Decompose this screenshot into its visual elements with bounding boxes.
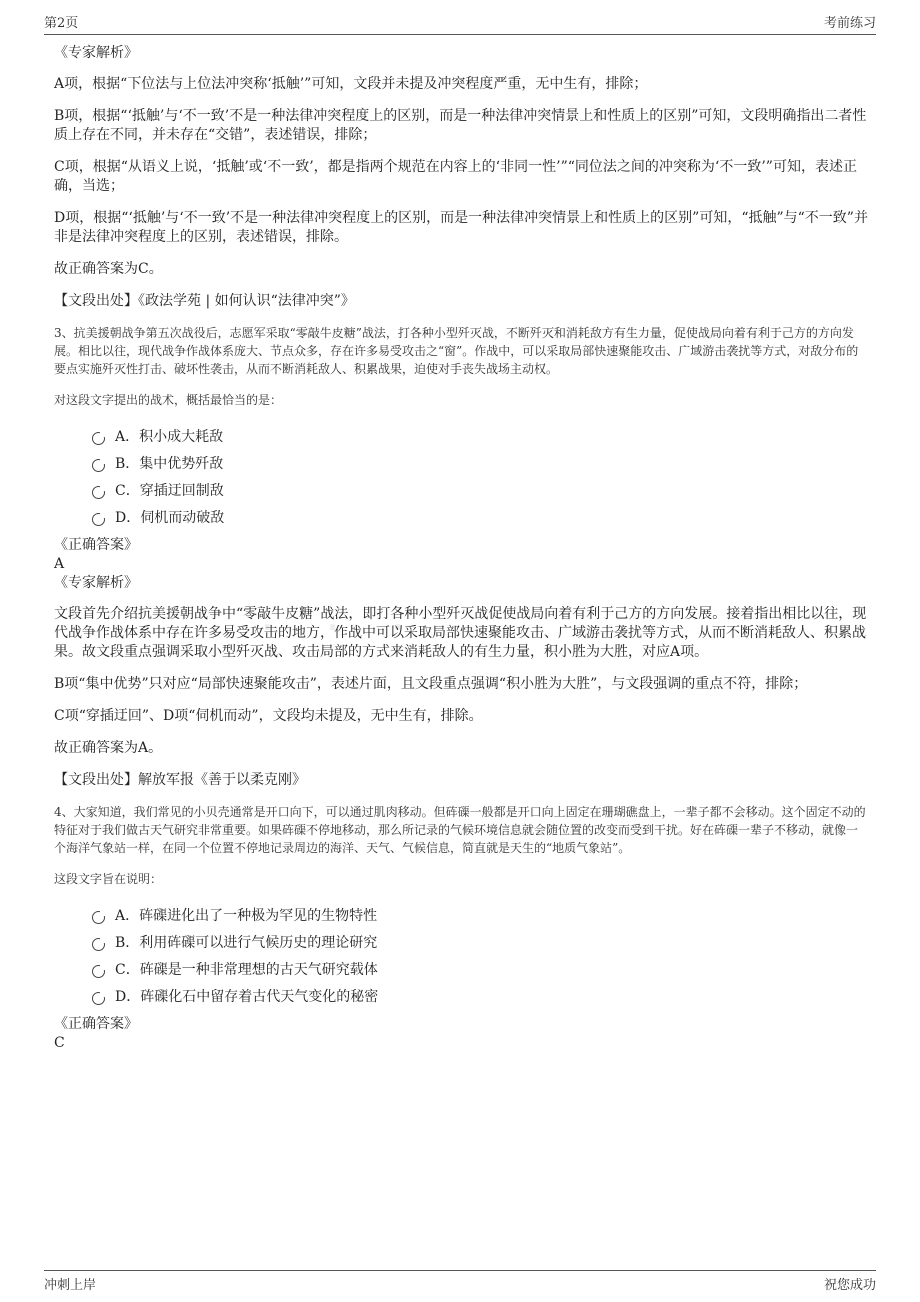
analysis-paragraph: B项，根据“‘抵触’与‘不一致’不是一种法律冲突程度上的区别，而是一种法律冲突情景上和性质上的区别”可知，文段明确指出二者性质上存在不同，并未存在“交错”，表述错误，排除； <box>54 108 867 143</box>
radio-icon[interactable] <box>92 965 105 978</box>
options-list <box>54 422 869 530</box>
answer-value: A <box>54 556 65 572</box>
answer-value: C <box>54 1035 65 1051</box>
page-footer <box>44 1270 876 1293</box>
question-prompt: 这段文字旨在说明： <box>54 872 163 886</box>
radio-icon[interactable] <box>92 513 105 526</box>
watermark: · · · <box>260 600 424 654</box>
analysis-paragraph: B项“集中优势”只对应“局部快速聚能攻击”，表述片面，且文段重点强调“积小胜为大胜”，与文段强调的重点不符，排除； <box>54 676 808 692</box>
answer-label: 《正确答案》 <box>54 1016 138 1032</box>
radio-icon[interactable] <box>92 992 105 1005</box>
option-c[interactable]: C．穿插迂回制敌 <box>92 476 869 503</box>
page-header <box>44 12 876 35</box>
radio-icon[interactable] <box>92 486 105 499</box>
analysis-label: 《专家解析》 <box>54 575 138 591</box>
radio-icon[interactable] <box>92 432 105 445</box>
options-list <box>54 901 869 1009</box>
document-body <box>54 44 869 1053</box>
analysis-label: 《专家解析》 <box>54 45 138 61</box>
option-d[interactable]: D．伺机而动破敌 <box>92 503 869 530</box>
footer-left: 冲刺上岸 <box>44 1278 97 1293</box>
question-prompt: 对这段文字提出的战术，概括最恰当的是： <box>54 393 283 407</box>
page-number: 第2页 <box>44 16 79 31</box>
answer-label: 《正确答案》 <box>54 537 138 553</box>
option-b[interactable]: B．集中优势歼敌 <box>92 449 869 476</box>
radio-icon[interactable] <box>92 459 105 472</box>
source-line: 【文段出处】《政法学苑 | 如何认识“法律冲突”》 <box>54 293 355 309</box>
option-c[interactable]: C．砗磲是一种非常理想的古天气研究载体 <box>92 955 869 982</box>
option-b[interactable]: B．利用砗磲可以进行气候历史的理论研究 <box>92 928 869 955</box>
radio-icon[interactable] <box>92 911 105 924</box>
analysis-paragraph: 文段首先介绍抗美援朝战争中“零敲牛皮糖”战法，即打各种小型歼灭战促使战局向着有利于己方的方向发展。接着指出相比以往，现代战争作战体系中存在许多易受攻击的地方，作战中可以采取局部快速聚能攻击、广域游击袭扰等方式，从而不断消耗敌人、积累战果。故文段重点强调采取小型歼灭战、攻击局部的方式来消耗敌人的有生力量，积小胜为大胜，对应A项。 <box>54 606 867 660</box>
footer-right: 祝您成功 <box>823 1278 876 1293</box>
option-a[interactable]: A．砗磲进化出了一种极为罕见的生物特性 <box>92 901 869 928</box>
analysis-paragraph: D项，根据“‘抵触’与‘不一致’不是一种法律冲突程度上的区别，而是一种法律冲突情景上和性质上的区别”可知，“抵触”与“不一致”并非是法律冲突程度上的区别，表述错误，排除。 <box>54 210 868 245</box>
answer-line: 故正确答案为C。 <box>54 261 163 277</box>
header-title: 考前练习 <box>823 16 876 31</box>
answer-line: 故正确答案为A。 <box>54 740 163 756</box>
question-stem: 3、抗美援朝战争第五次战役后，志愿军采取“零敲牛皮糖”战法，打各种小型歼灭战，不断歼灭和消耗敌方有生力量，促使战局向着有利于己方的方向发展。相比以往，现代战争作战体系庞大、节点众多，存在许多易受攻击之“窗”。作战中，可以采取局部快速聚能攻击、广域游击袭扰等方式，对敌分布的要点实施歼灭性打击、破坏性袭击，从而不断消耗敌人、积累战果，迫使对手丧失战场主动权。 <box>54 326 859 376</box>
option-a[interactable]: A．积小成大耗敌 <box>92 422 869 449</box>
analysis-paragraph: C项“穿插迂回”、D项“伺机而动”，文段均未提及，无中生有，排除。 <box>54 708 483 724</box>
analysis-paragraph: C项，根据“从语义上说，‘抵触’或‘不一致’，都是指两个规范在内容上的‘非同一性’”“同位法之间的冲突称为‘不一致’”可知，表述正确，当选； <box>54 159 857 194</box>
analysis-paragraph: A项，根据“下位法与上位法冲突称‘抵触’”可知，文段并未提及冲突程度严重，无中生有，排除； <box>54 76 648 92</box>
question-stem: 4、大家知道，我们常见的小贝壳通常是开口向下，可以通过肌肉移动。但砗磲一般都是开口向上固定在珊瑚礁盘上，一辈子都不会移动。这个固定不动的特征对于我们做古天气研究非常重要。如果砗磲不停地移动，那么所记录的气候环境信息就会随位置的改变而受到干扰。好在砗磲一辈子不移动，就像一个海洋气象站一样，在同一个位置不停地记录周边的海洋、天气、气候信息，简直就是天生的“地质气象站”。 <box>54 805 866 855</box>
option-d[interactable]: D．砗磲化石中留存着古代天气变化的秘密 <box>92 982 869 1009</box>
source-line: 【文段出处】解放军报《善于以柔克刚》 <box>54 772 306 788</box>
radio-icon[interactable] <box>92 938 105 951</box>
